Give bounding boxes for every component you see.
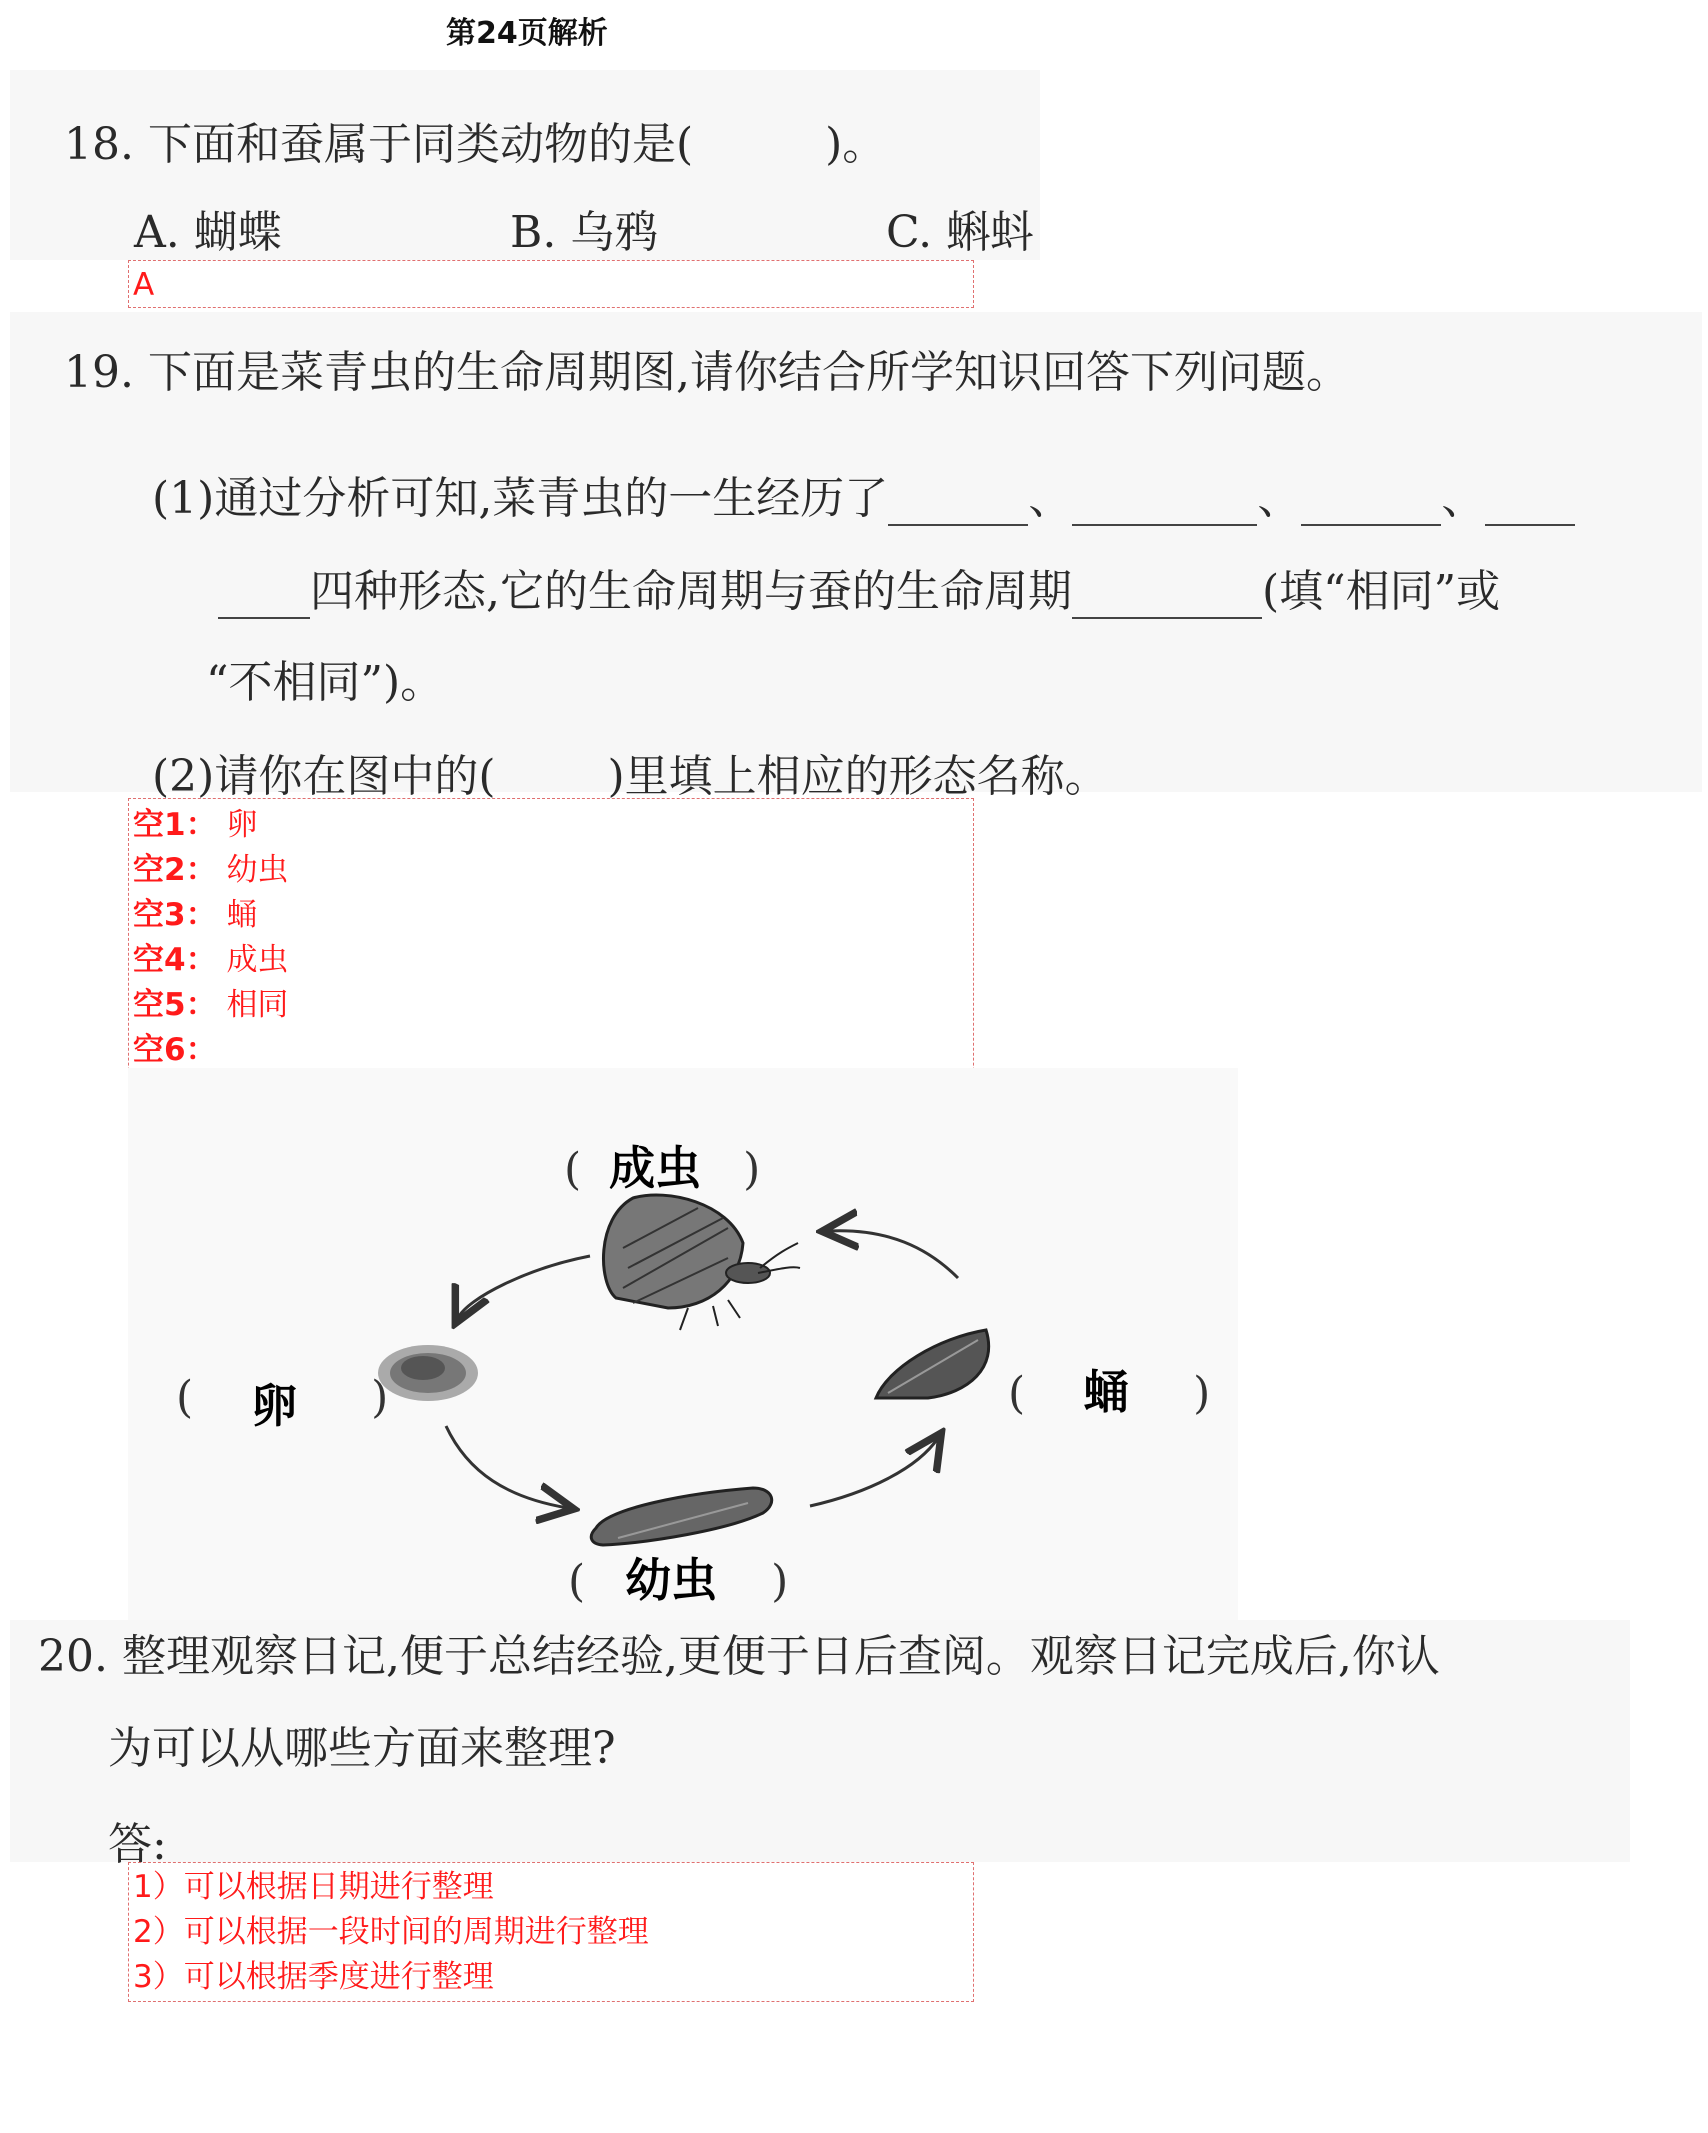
larva-icon [591,1488,771,1545]
pupa-label [1008,1356,1210,1422]
answer-value: 成虫 [226,942,289,978]
answer-key: 空4： [133,942,217,978]
answer-row [133,1028,969,1073]
answer-row [133,938,969,983]
q19-part1-text2: 四种形态,它的生命周期与蚕的生命周期 [310,566,1072,617]
answer-key: 空3： [133,897,217,933]
answer-value: 相同 [226,987,289,1023]
arrow-larva-to-pupa [810,1438,938,1506]
close-paren: ) [771,1556,789,1607]
q20-answer-line: 3）可以根据季度进行整理 [133,1959,494,1995]
answer-value: 幼虫 [226,852,289,888]
arrow-pupa-to-adult [828,1231,958,1278]
page-title: 第24页解析 [446,16,608,51]
separator: 、 [1028,473,1073,524]
egg-name: 卵 [251,1379,298,1433]
q19-part1-text3: (填“相同”或 [1262,566,1501,617]
answer-row [133,893,969,938]
blank-3 [1301,484,1441,526]
q20-answer-line: 2）可以根据一段时间的周期进行整理 [133,1914,649,1950]
q20-answer-line: 1）可以根据日期进行整理 [133,1869,494,1905]
q18-stem: 18. 下面和蚕属于同类动物的是( )。 [64,119,887,170]
q20-stem-line1: 20. 整理观察日记,便于总结经验,更便于日后查阅。观察日记完成后,你认 [38,1631,1440,1682]
blank-2 [1072,484,1257,526]
answer-row [133,848,969,893]
separator: 、 [1441,473,1486,524]
q18-option-a: A. 蝴蝶 [134,207,282,258]
q19-part1-line2 [218,555,1500,619]
egg-label [176,1360,389,1433]
q19-part1-line1 [152,462,1575,526]
q19-stem: 19. 下面是菜青虫的生命周期图,请你结合所学知识回答下列问题。 [64,347,1350,398]
separator: 、 [1257,473,1302,524]
open-paren: ( [176,1372,194,1423]
arrow-adult-to-egg [458,1256,590,1318]
blank-5 [1072,577,1262,619]
pupa-icon [876,1330,989,1398]
pupa-name: 蛹 [1083,1365,1130,1419]
answer-row [133,983,969,1028]
larva-label [568,1544,788,1610]
adult-name: 成虫 [609,1141,702,1195]
q19-part2-text-b: )里填上相应的形态名称。 [607,751,1109,802]
close-paren: ) [371,1372,389,1423]
q18-option-c: C. 蝌蚪 [886,207,1035,258]
blank-4a [1485,484,1575,526]
egg-cluster-icon [378,1345,478,1401]
answer-key: 空1： [133,807,217,843]
blank-4b [218,577,310,619]
q18-answer: A [133,267,155,303]
answer-row [133,803,969,848]
q19-part2 [152,740,1109,804]
blank-1 [888,484,1028,526]
q19-part1-text: (1)通过分析可知,菜青虫的一生经历了 [152,473,889,524]
q20-answer-box [128,1862,974,2002]
q20-stem-line2: 为可以从哪些方面来整理? [108,1723,616,1774]
adult-label [564,1132,760,1198]
q19-part2-text-a: (2)请你在图中的( [152,751,496,802]
butterfly-icon [603,1195,800,1330]
answer-value: 卵 [226,807,258,843]
answer-value: 蛹 [226,897,258,933]
answer-key: 空2： [133,852,217,888]
q20-answer-label: 答: [108,1819,167,1870]
q18-option-b: B. 乌鸦 [510,207,659,258]
close-paren: ) [743,1144,761,1195]
open-paren: ( [1008,1368,1026,1419]
larva-name: 幼虫 [625,1553,718,1607]
open-paren: ( [568,1556,586,1607]
answer-key: 空5： [133,987,217,1023]
q19-part1-line3: “不相同”)。 [206,657,445,708]
q18-answer-box [128,260,974,308]
arrow-egg-to-larva [446,1426,568,1508]
close-paren: ) [1193,1368,1211,1419]
answer-key: 空6： [133,1032,217,1068]
open-paren: ( [564,1144,582,1195]
